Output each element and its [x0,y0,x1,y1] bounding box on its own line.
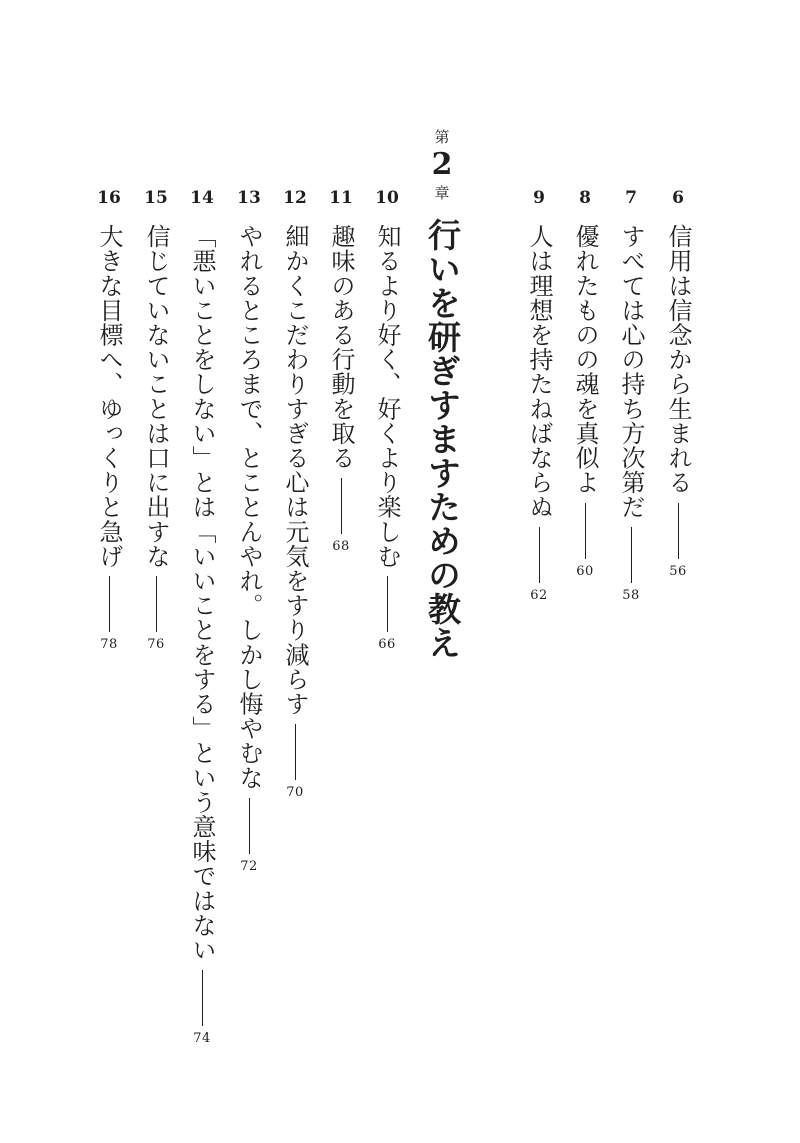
entry-page-number: 70 [286,785,304,800]
toc-entry[interactable] [182,188,222,1046]
entry-page-number: 78 [100,637,118,653]
leader-line [387,576,388,632]
entry-title: 細かくこだわりすぎる心は元気をすり減らす [281,224,309,716]
entry-page-number: 68 [332,539,350,554]
toc-entry[interactable] [565,188,605,579]
toc-entry[interactable] [275,188,315,800]
entry-number: 9 [533,188,545,208]
entry-page-number: 74 [193,1031,211,1046]
toc-entry[interactable] [611,188,651,603]
leader-line [156,576,157,632]
toc-entry[interactable] [89,188,129,652]
entry-title-block [658,224,698,579]
entry-number: 10 [375,188,399,208]
entry-number: 16 [97,188,121,208]
entry-number: 13 [237,188,261,208]
entry-title: 大きな目標へ、ゆっくりと急げ [95,224,123,569]
entry-number: 11 [329,188,353,208]
toc-entry[interactable] [229,188,269,874]
leader-line [585,503,586,559]
leader-line [109,576,110,632]
entry-number: 14 [190,188,214,208]
toc-entry[interactable] [136,188,176,652]
entry-page-number: 62 [530,588,548,604]
entry-title: 「悪いことをしない」とは「いいことをする」という意味ではない [188,224,216,962]
entry-title: 優れたものの魂を真似よ [571,224,599,495]
chapter-suffix: 章 [434,184,450,202]
entry-title: 知るより好く、好くより楽しむ [373,224,401,569]
chapter-prefix: 第 [434,128,450,146]
chapter-title: 行いを研ぎすますための教え [423,218,462,660]
entry-title: すべては心の持ち方次第だ [617,224,645,520]
leader-line [631,527,632,583]
entry-title-block [565,224,605,579]
entry-page-number: 72 [240,858,258,874]
entry-number: 8 [579,188,591,208]
entry-title-block [275,224,315,800]
entry-page-number: 66 [378,637,396,653]
toc-entry[interactable] [367,188,407,652]
leader-line [539,527,540,583]
entry-title-block [229,224,269,874]
chapter-heading [412,128,472,660]
entry-title-block [321,224,361,554]
entry-title-block [611,224,651,603]
entry-title: 人は理想を持たねばならぬ [525,224,553,520]
toc-entry[interactable] [658,188,698,579]
entry-title: 趣味のある行動を取る [327,224,355,470]
entry-title-block [182,224,222,1046]
entry-title-block [136,224,176,652]
leader-line [202,970,203,1026]
entry-number: 15 [144,188,168,208]
leader-line [249,798,250,854]
leader-line [678,503,679,559]
entry-page-number: 60 [576,563,594,579]
toc-entry[interactable] [321,188,361,554]
entry-title-block [519,224,559,603]
leader-line [341,478,342,534]
entry-page-number: 56 [669,563,687,579]
entry-number: 6 [672,188,684,208]
chapter-number: 2 [431,147,453,182]
entry-title: 信じていないことは口に出すな [142,224,170,569]
toc-entry[interactable] [519,188,559,603]
entry-title: やれるところまで、とことんやれ。しかし悔やむな [235,224,263,790]
entry-title: 信用は信念から生まれる [664,224,692,495]
entry-page-number: 76 [147,637,165,653]
entry-title-block [367,224,407,652]
entry-page-number: 58 [622,588,640,604]
entry-number: 7 [625,188,637,208]
leader-line [295,724,296,780]
entry-number: 12 [283,188,307,208]
entry-title-block [89,224,129,652]
